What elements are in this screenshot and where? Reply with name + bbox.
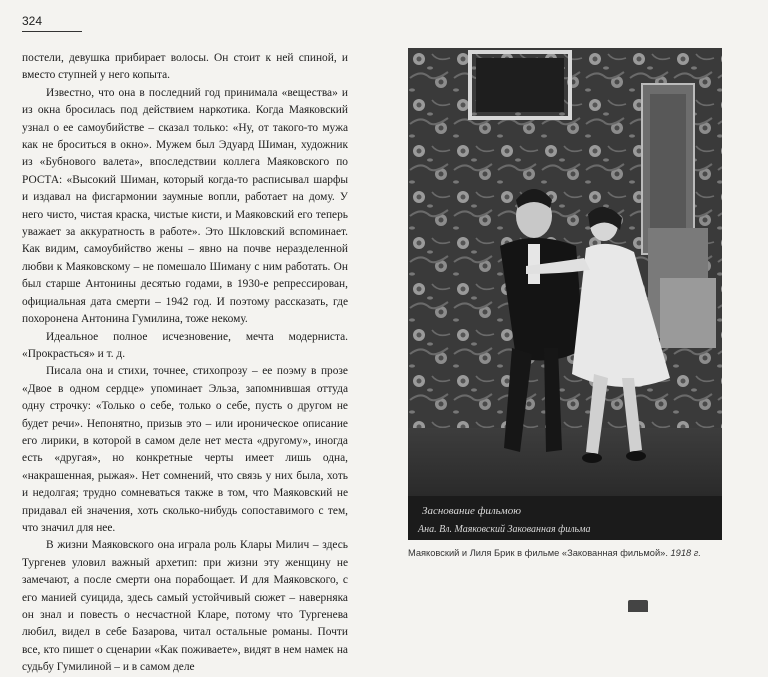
- header-rule: [22, 31, 82, 32]
- paragraph: В жизни Маяковского она играла роль Клары Милич – здесь Тургенев уловил важный архетип: при жизни эту женщину не замечают, а после смерти она порабощает. И для Маяковского, с его манией суицида, здесь самый устойчивый сюжет – наверняка он знал и повесть о несчастной Кларе, потому что Тургенева любил, видел в себе Базарова, читал остальные романы. Почти все, кто пишет о сценарии «Как поживаете», видят в нем намек на судьбу Гумилиной – и в самом деле: [22, 539, 348, 674]
- figure-caption: [408, 548, 728, 558]
- paragraph: Писала она и стихи, точнее, стихопрозу – ее поэму в прозе «Двое в одном сердце» упоминает Эльза, запомнившая оттуда одну строчку: «Только о себе, только о себе, пусть о другом не будет речи». Непонятно, призыв это – или ироническое описание его лирики, в которой в самом деле нет места «другому», иногда есть «другая», но конкретные черты имеет лишь одна, «накрашенная, рыжая». Нет сомнений, что связь у них была, хоть и недолгая; трудно сомневаться также в том, что Маяковский не придавал ей значения, хоть сколько-нибудь сопоставимого с тем, что значил для нее.: [22, 365, 348, 534]
- body-text-column: [22, 50, 348, 677]
- paragraph: Известно, что она в последний год принимала «вещества» и из окна бросилась под действием наркотика. Когда Маяковский узнал о ее самоубийстве – сказал только: «Ну, от такого-то мужа как не броситься в окно». Мужем был Эдуард Шиман, художник из «Бубнового валета», впоследствии коллега Маяковского по РОСТА: «Высокий Шиман, который когда-то расписывал шарфы и издавал на фисгармонии заумные вопли, работает на дому. У него чисто, чистая краска, чистые кисти, и Маяковский его теперь уважает за аккуратность в работе». Это Шкловский вспоминает. Как видим, самоубийство жены – явно на почве неразделенной любви к Маяковскому – не помешало Шиману с ним работать. Он был старше Антонины десятью годами, в 1930-е репрессирован, официальная дата смерти – 1942 год. И поэтому рассказать, где похоронена Антонина Гумилина, тоже некому.: [22, 86, 348, 326]
- caption-text: Маяковский и Лиля Брик в фильме «Закованная фильмой».: [408, 548, 668, 558]
- page-corner-mark: [628, 600, 648, 612]
- photo-inscription-line2: Ана. Вл. Маяковский Закованная фильма: [418, 524, 591, 535]
- page-number: 324: [22, 14, 43, 28]
- photo-inscription-line1: Заснование фильмою: [422, 505, 521, 517]
- paragraph: Идеальное полное исчезновение, мечта модерниста. «Прокрасться» и т. д.: [22, 330, 348, 360]
- caption-year: 1918 г.: [670, 548, 701, 558]
- paragraph: постели, девушка прибирает волосы. Он стоит к ней спиной, и вместо ступней у него копыта.: [22, 52, 348, 82]
- film-still-photo: [408, 48, 722, 540]
